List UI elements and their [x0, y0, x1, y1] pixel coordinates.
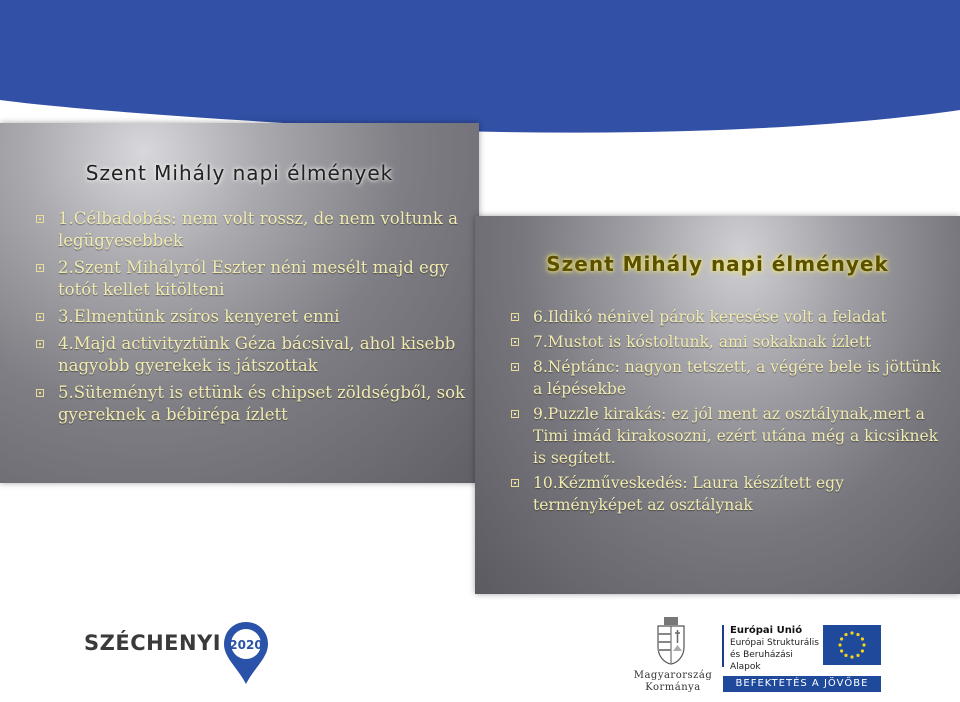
slide-title: Szent Mihály napi élmények: [85, 161, 394, 185]
slide-thumbnail-2: [475, 216, 960, 594]
szechenyi-2020-pin-icon: [222, 620, 270, 686]
slide-thumbnail-1: [0, 123, 479, 483]
square-bullet-icon: [511, 479, 519, 487]
square-bullet-icon: [36, 389, 44, 397]
bullet-list: [511, 306, 951, 519]
header-band: [0, 0, 960, 140]
list-item: 3.Elmentünk zsíros kenyeret enni: [36, 306, 466, 328]
eu-funds-label: [722, 625, 826, 672]
square-bullet-icon: [511, 313, 519, 321]
list-item: 1.Célbadobás: nem volt rossz, de nem voltunk a legügyesebbek: [36, 208, 466, 252]
square-bullet-icon: [511, 363, 519, 371]
square-bullet-icon: [36, 264, 44, 272]
invest-in-future-banner: BEFEKTETÉS A JÖVŐBE: [723, 676, 881, 692]
list-item: 6.Ildikó nénivel párok keresése volt a feladat: [511, 306, 951, 328]
bullet-list: [36, 208, 466, 431]
list-item: 10.Kézműveskedés: Laura készített egy terményképet az osztálynak: [511, 472, 951, 516]
szechenyi-logo-text: SZÉCHENYI: [84, 631, 222, 655]
square-bullet-icon: [511, 338, 519, 346]
eu-title: Európai Unió: [730, 625, 803, 636]
government-logo-text: [630, 670, 716, 694]
hungarian-coat-of-arms-icon: [655, 617, 687, 665]
square-bullet-icon: [511, 410, 519, 418]
eu-flag-icon: [823, 625, 881, 665]
list-item: 4.Majd activityztünk Géza bácsival, ahol kisebb nagyobb gyerekek is játszottak: [36, 333, 466, 377]
list-item: 9.Puzzle kirakás: ez jól ment az osztálynak,mert a Timi imád kirakosozni, ezért utána még a kicsiknek is segített.: [511, 403, 951, 469]
eu-line-2: és Beruházási Alapok: [730, 650, 793, 672]
szechenyi-year: 2020: [229, 638, 263, 652]
gov-line-2: Kormánya: [645, 682, 701, 693]
list-item: 2.Szent Mihályról Eszter néni mesélt majd egy totót kellet kitölteni: [36, 257, 466, 301]
slide-title: Szent Mihály napi élmények: [546, 252, 889, 276]
gov-line-1: Magyarország: [633, 670, 713, 681]
eu-line-1: Európai Strukturális: [730, 638, 819, 648]
list-item: 7.Mustot is kóstoltunk, ami sokaknak ízlett: [511, 331, 951, 353]
square-bullet-icon: [36, 340, 44, 348]
list-item: 5.Süteményt is ettünk és chipset zöldségből, sok gyereknek a bébirépa ízlett: [36, 382, 466, 426]
list-item: 8.Néptánc: nagyon tetszett, a végére bele is jöttünk a lépésekbe: [511, 356, 951, 400]
square-bullet-icon: [36, 313, 44, 321]
square-bullet-icon: [36, 215, 44, 223]
